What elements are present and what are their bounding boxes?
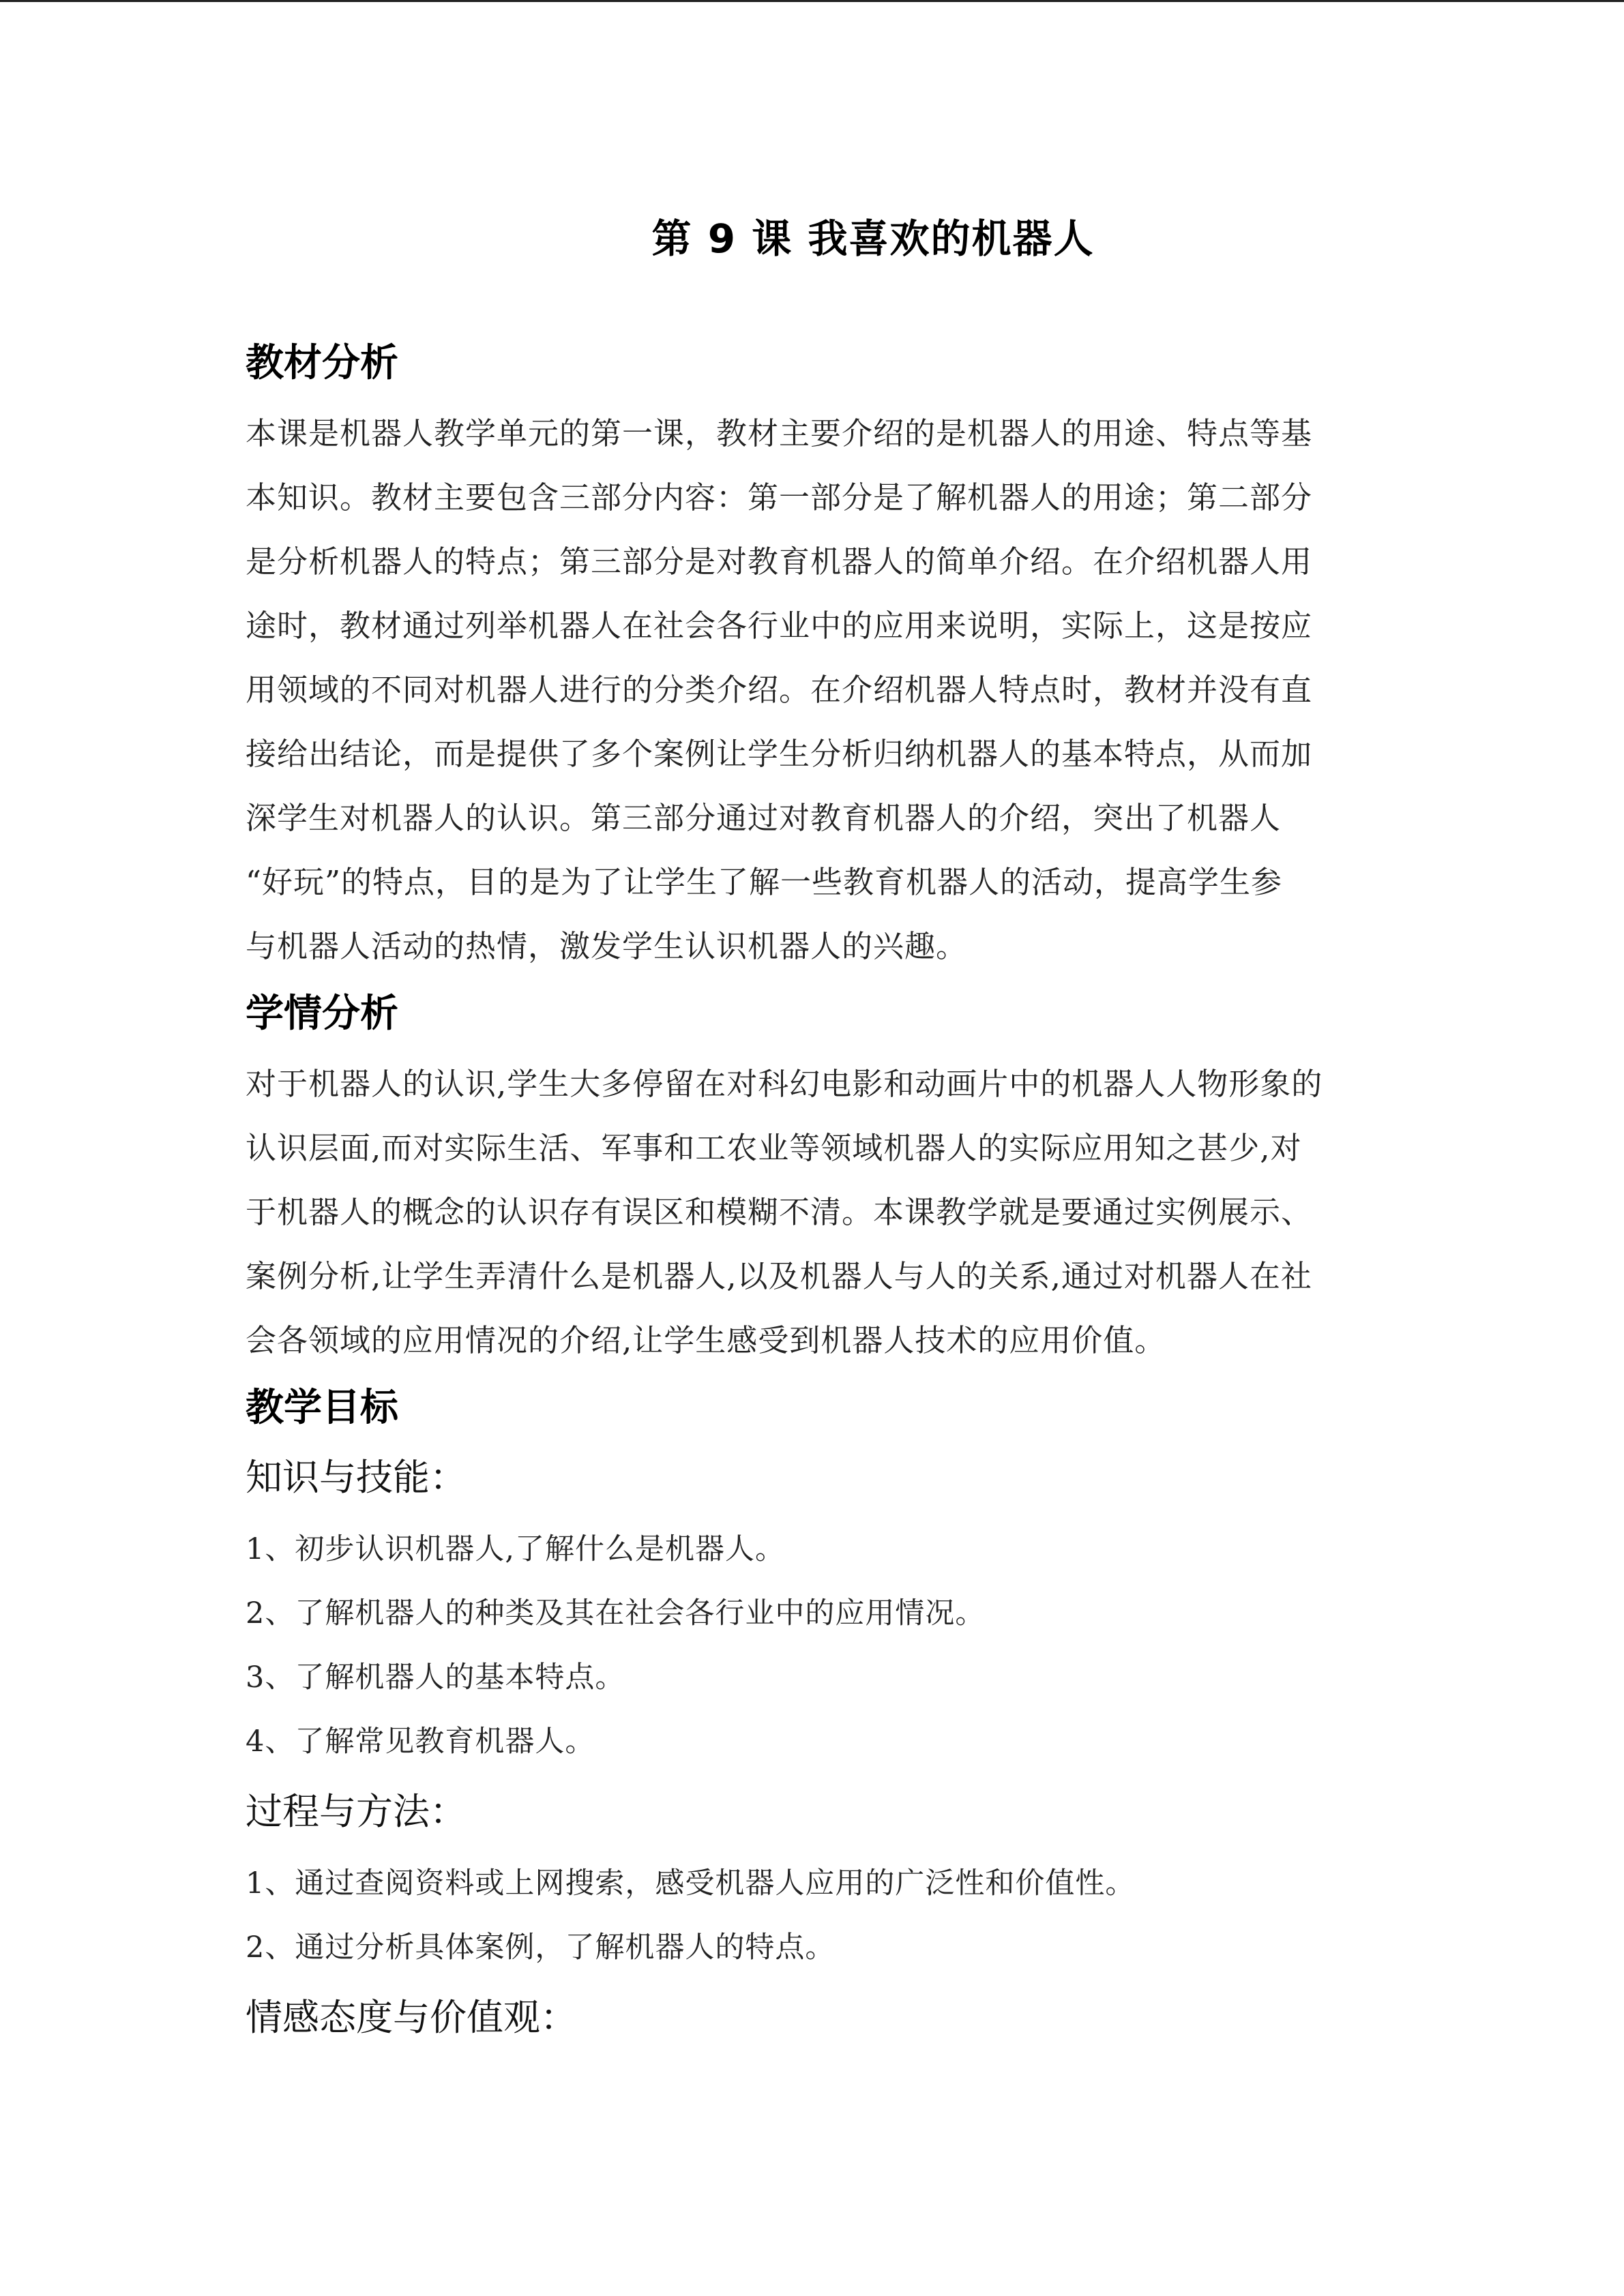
process-methods-list: [246, 1851, 1378, 1980]
list-item: 3、了解机器人的基本特点。: [246, 1660, 625, 1695]
page-content: [246, 207, 1378, 2057]
list-item: 2、通过分析具体案例，了解机器人的特点。: [246, 1930, 836, 1965]
knowledge-skills-list: [246, 1517, 1378, 1774]
paragraph-line: 途时，教材通过列举机器人在社会各行业中的应用来说明，实际上，这是按应: [246, 608, 1313, 644]
material-analysis-paragraph: [246, 402, 1378, 979]
list-item: 1、通过查阅资料或上网搜索，感受机器人应用的广泛性和价值性。: [246, 1866, 1136, 1900]
paragraph-line: 认识层面,而对实际生活、军事和工农业等领域机器人的实际应用知之甚少,对: [246, 1130, 1302, 1166]
section-heading-teaching-goals: 教学目标: [246, 1386, 398, 1430]
lesson-title: 第 9 课 我喜欢的机器人: [651, 215, 1095, 262]
paragraph-line: 深学生对机器人的认识。第三部分通过对教育机器人的介绍，突出了机器人: [246, 800, 1282, 836]
paragraph-line: 本知识。教材主要包含三部分内容：第一部分是了解机器人的用途；第二部分: [246, 479, 1313, 516]
paragraph-line: 用领域的不同对机器人进行的分类介绍。在介绍机器人特点时，教材并没有直: [246, 672, 1313, 708]
paragraph-line: 本课是机器人教学单元的第一课，教材主要介绍的是机器人的用途、特点等基: [246, 415, 1313, 451]
list-item: 1、初步认识机器人,了解什么是机器人。: [246, 1532, 786, 1566]
student-analysis-paragraph: [246, 1052, 1378, 1373]
section-heading-material-analysis: 教材分析: [246, 341, 398, 385]
paragraph-line: 接给出结论，而是提供了多个案例让学生分析归纳机器人的基本特点，从而加: [246, 736, 1313, 772]
paragraph-line: 于机器人的概念的认识存有误区和模糊不清。本课教学就是要通过实例展示、: [246, 1194, 1313, 1230]
paragraph-line: 与机器人活动的热情，激发学生认识机器人的兴趣。: [246, 928, 968, 964]
subheading-process-methods: 过程与方法：: [246, 1790, 467, 1833]
paragraph-line: 案例分析,让学生弄清什么是机器人,以及机器人与人的关系,通过对机器人在社: [246, 1258, 1312, 1294]
paragraph-line: “好玩”的特点，目的是为了让学生了解一些教育机器人的活动，提高学生参: [246, 864, 1283, 900]
section-heading-student-analysis: 学情分析: [246, 992, 398, 1036]
paragraph-line: 是分析机器人的特点；第三部分是对教育机器人的简单介绍。在介绍机器人用: [246, 543, 1313, 580]
subheading-knowledge-skills: 知识与技能：: [246, 1456, 467, 1499]
paragraph-line: 会各领域的应用情况的介绍,让学生感受到机器人技术的应用价值。: [246, 1322, 1166, 1358]
subheading-attitude-values: 情感态度与价值观：: [246, 1996, 577, 2039]
list-item: 2、了解机器人的种类及其在社会各行业中的应用情况。: [246, 1596, 986, 1630]
paragraph-line: 对于机器人的认识,学生大多停留在对科幻电影和动画片中的机器人人物形象的: [246, 1066, 1323, 1102]
list-item: 4、了解常见教育机器人。: [246, 1725, 595, 1759]
